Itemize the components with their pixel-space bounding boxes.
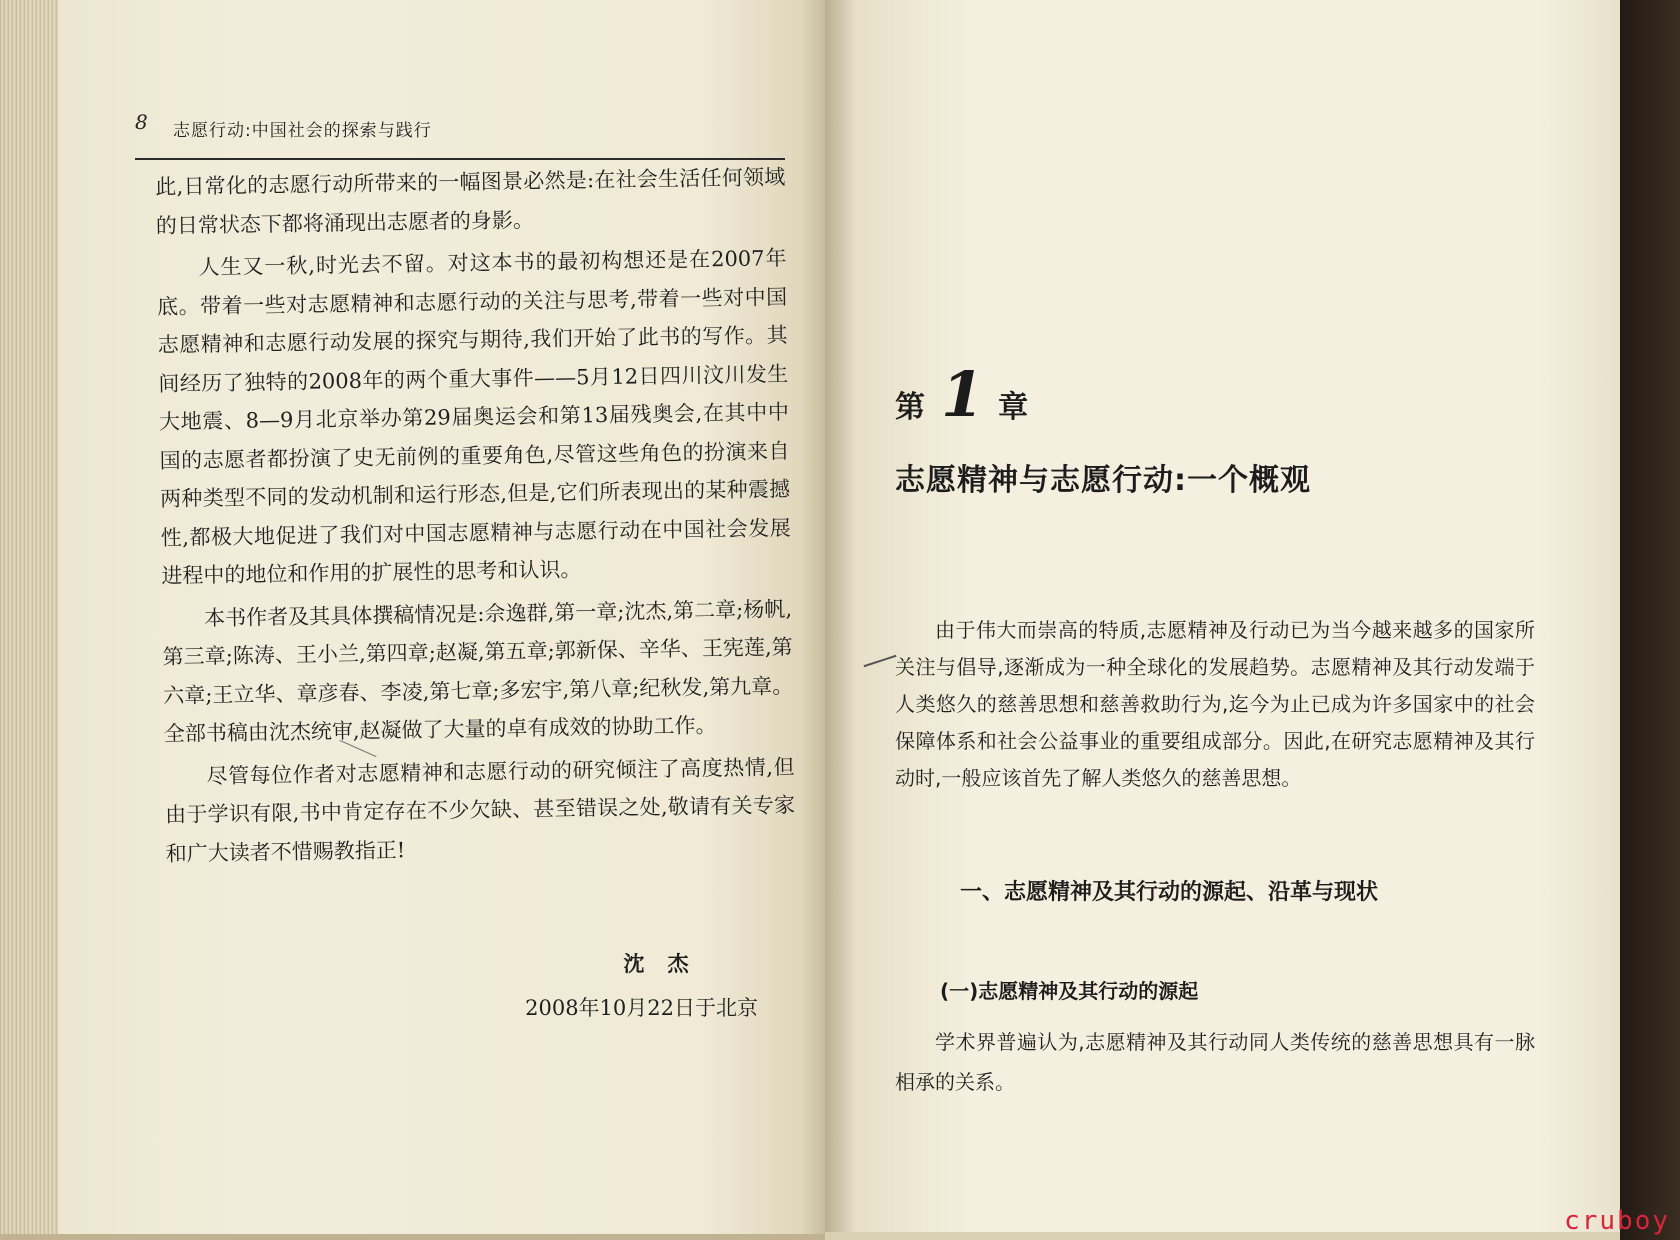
chapter-suffix: 章 <box>998 390 1029 425</box>
scanner-backdrop <box>1620 0 1680 1240</box>
chapter-prefix: 第 <box>895 390 925 425</box>
chapter-number: 1 <box>941 358 985 431</box>
section-heading: 一、志愿精神及其行动的源起、沿革与现状 <box>960 880 1379 905</box>
chapter-title: 志愿精神与志愿行动:一个概观 <box>895 463 1311 498</box>
watermark: cruboy <box>1564 1206 1670 1236</box>
signature-author: 沈 杰 <box>623 952 697 976</box>
running-head <box>135 110 785 160</box>
paragraph: 本书作者及其具体撰稿情况是:佘逸群,第一章;沈杰,第二章;杨帆,第三章;陈涛、王小兰,第四章;赵凝,第五章;郭新保、辛华、王宪莲,第六章;王立华、章彦春、李凌,第七章;多宏宇,第八章;纪秋发,第九章。全部书稿由沈杰统审,赵凝做了大量的卓有成效的协助工作。 <box>162 596 794 746</box>
signature-date: 2008年10月22日于北京 <box>525 996 758 1020</box>
subsection-heading: (一)志愿精神及其行动的源起 <box>940 979 1199 1003</box>
paragraph: 此,日常化的志愿行动所带来的一幅图景必然是:在社会生活任何领域的日常状态下都将涌现出志愿者的身影。 <box>155 165 786 238</box>
pencil-mark <box>864 655 897 667</box>
left-page-body <box>155 158 796 877</box>
book-title: 志愿行动:中国社会的探索与践行 <box>173 121 432 141</box>
left-page <box>0 0 825 1240</box>
paragraph: 尽管每位作者对志愿精神和志愿行动的研究倾注了高度热情,但由于学识有限,书中肯定存在不少欠缺、甚至错误之处,敬请有关专家和广大读者不惜赐教指正! <box>164 754 796 866</box>
right-page <box>825 0 1620 1240</box>
page-number: 8 <box>135 110 148 134</box>
page-edges <box>0 0 58 1240</box>
paragraph: 学术界普遍认为,志愿精神及其行动同人类传统的慈善思想具有一脉相承的关系。 <box>895 1030 1535 1094</box>
chapter-intro: 由于伟大而崇高的特质,志愿精神及行动已为当今越来越多的国家所关注与倡导,逐渐成为一种全球化的发展趋势。志愿精神及其行动发端于人类悠久的慈善思想和慈善救助行为,迄今为止已成为许多国家中的社会保障体系和社会公益事业的重要组成部分。因此,在研究志愿精神及其行动时,一般应该首先了解人类悠久的慈善思想。 <box>895 618 1535 790</box>
chapter-label <box>895 358 1029 431</box>
paragraph: 人生又一秋,时光去不留。对这本书的最初构想还是在2007年底。带着一些对志愿精神和志愿行动的关注与思考,带着一些对中国志愿精神和志愿行动发展的探究与期待,我们开始了此书的写作。其间经历了独特的2008年的两个重大事件——5月12日四川汶川发生大地震、8—9月北京举办第29届奥运会和第13届残奥会,在其中中国的志愿者都扮演了史无前例的重要角色,尽管这些角色的扮演来自两种类型不同的发动机制和运行形态,但是,它们所表现出的某种震撼性,都极大地促进了我们对中国志愿精神与志愿行动在中国社会发展进程中的地位和作用的扩展性的思考和认识。 <box>156 246 791 588</box>
signature-block <box>480 948 780 1022</box>
